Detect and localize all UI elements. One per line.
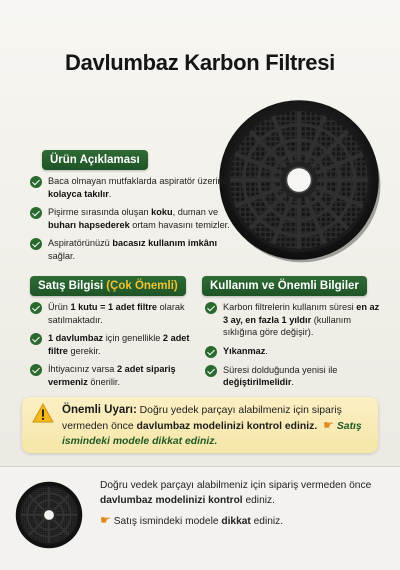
check-icon <box>205 346 217 358</box>
pointing-hand-icon: ☛ <box>323 418 334 432</box>
check-icon <box>30 238 42 250</box>
list-item: 1 davlumbaz için genellikle 2 adet filtre gerekir. <box>30 332 195 357</box>
carbon-filter-thumbnail <box>14 480 84 550</box>
description-list <box>30 175 230 268</box>
list-item: Aspiratörünüzü bacasız kullanım imkânı sağlar. <box>30 237 230 262</box>
bottom-hint: ☛ Satış ismindeki modele dikkat ediniz. <box>100 513 284 527</box>
carbon-filter-image <box>215 96 383 264</box>
list-item: Yıkanmaz. <box>205 345 385 358</box>
check-icon <box>205 302 217 314</box>
list-item: Baca olmayan mutfaklarda aspiratör üzerine kolayca takılır. <box>30 175 230 200</box>
warning-icon <box>32 403 54 423</box>
check-icon <box>30 364 42 376</box>
check-icon <box>30 333 42 345</box>
description-header: Ürün Açıklaması <box>42 150 148 170</box>
bottom-text: Doğru vedek parçayı alabilmeniz için sipariş vermeden önce davlumbaz modelinizi kontrol ediniz. <box>100 480 372 506</box>
list-item: Süresi dolduğunda yenisi ile değiştirilmelidir. <box>205 364 385 389</box>
list-item: İhtiyacınız varsa 2 adet sipariş vermeniz önerilir. <box>30 363 195 388</box>
page-title: Davlumbaz Karbon Filtresi <box>64 50 335 75</box>
sales-header: Satış Bilgisi (Çok Önemli) <box>30 276 186 296</box>
check-icon <box>205 365 217 377</box>
warning-box <box>22 397 378 453</box>
sales-list <box>30 301 195 394</box>
usage-list <box>205 301 385 395</box>
list-item: Pişirme sırasında oluşan koku, duman ve buharı hapsederek ortam havasını temizler. <box>30 206 230 231</box>
list-item: Karbon filtrelerin kullanım süresi en az 3 ay, en fazla 1 yıldır (kullanım sıklığına göre değişir). <box>205 301 385 339</box>
check-icon <box>30 176 42 188</box>
usage-header: Kullanım ve Önemli Bilgiler <box>202 276 367 296</box>
list-item: Ürün 1 kutu = 1 adet filtre olarak satılmaktadır. <box>30 301 195 326</box>
check-icon <box>30 207 42 219</box>
check-icon <box>30 302 42 314</box>
pointing-hand-icon: ☛ <box>100 513 111 527</box>
warning-text: Önemli Uyarı: Doğru yedek parçayı alabilmeniz için sipariş vermeden önce davlumbaz modelinizi kontrol ediniz. ☛ Satış ismindeki modele dikkat ediniz. <box>62 404 362 447</box>
